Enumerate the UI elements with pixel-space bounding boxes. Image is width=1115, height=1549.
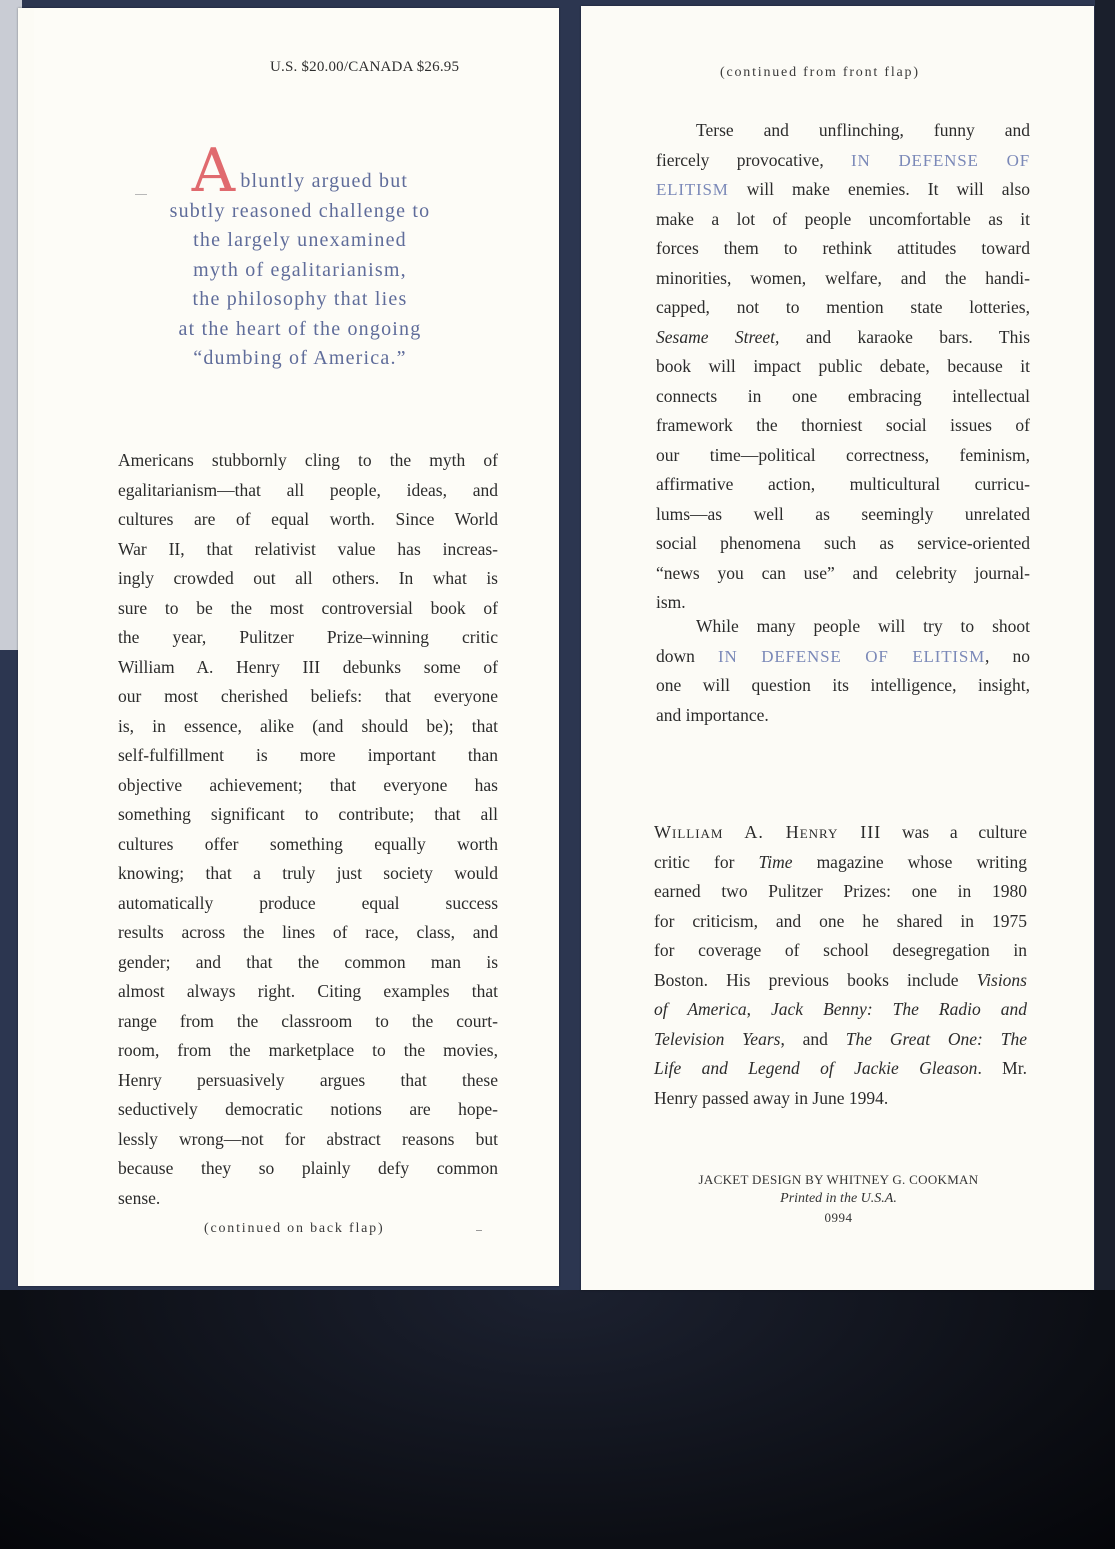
blurb-line: at the heart of the ongoing [178,317,422,340]
body-line: William A. Henry III was a culture [654,822,1027,842]
price-label: U.S. $20.00/CANADA $26.95 [270,59,460,75]
body-line: While many people will try to shoot [696,616,1030,636]
blurb-line: subtly reasoned challenge to [169,199,431,222]
body-line: fiercely provocative, IN DEFENSE OF [656,149,1030,170]
body-line: something significant to contribute; that all [118,804,498,824]
body-line: the year, Pulitzer Prize–winning critic [118,627,498,647]
body-line: framework the thorniest social issues of [656,415,1030,435]
body-line: almost always right. Citing examples that [118,981,498,1001]
body-line: sure to be the most controversial book of [118,597,498,618]
body-line: objective achievement; that everyone has [118,774,498,795]
body-line: results across the lines of race, class, and [118,922,498,942]
body-line: gender; and that the common man is [118,951,498,972]
print-code: 0994 [824,1210,853,1225]
book-title: IN DEFENSE OF ELITISM [717,646,986,666]
body-line: because they so plainly defy common [118,1158,498,1178]
body-line: ism. [656,592,686,612]
continued-on-back-flap: (continued on back flap) [204,1221,385,1236]
body-line: Life and Legend of Jackie Gleason. Mr. [654,1058,1027,1078]
body-line: automatically produce equal success [118,892,498,913]
body-line: Henry passed away in June 1994. [654,1087,889,1108]
body-line: War II, that relativist value has increas- [118,538,498,559]
blurb-line: the philosophy that lies [192,288,408,310]
back-flap [581,6,1094,1290]
body-line: lessly wrong—not for abstract reasons but [118,1128,498,1149]
front-flap-panel [34,8,559,1286]
body-line: our time—political correctness, feminism, [656,444,1030,465]
author-name: William A. Henry III [654,822,882,842]
blurb-line: myth of egalitarianism, [193,258,407,281]
body-line: our most cherished beliefs: that everyone [118,686,498,706]
front-flap [18,8,559,1286]
body-line: affirmative action, multicultural curricu- [656,474,1030,494]
body-line: Henry persuasively argues that these [118,1069,498,1090]
drop-cap: A [191,136,237,206]
body-line: William A. Henry III debunks some of [118,656,498,677]
body-line: Television Years, and The Great One: The [654,1028,1027,1049]
body-line: minorities, women, welfare, and the handi- [656,267,1030,288]
blurb-quote [120,136,480,374]
body-line: for criticism, and one he shared in 1975 [654,910,1027,931]
body-line: Boston. His previous books include Visions [654,969,1027,990]
body-line: Sesame Street, and karaoke bars. This [656,326,1030,347]
front-flap-body [118,446,498,1213]
body-line: make a lot of people uncomfortable as it [656,208,1030,229]
printed-in-label: Printed in the U.S.A. [780,1191,897,1206]
body-line: forces them to rethink attitudes toward [656,238,1030,258]
body-line: is, in essence, alike (and should be); that [118,715,498,736]
body-line: ELITISM will make enemies. It will also [656,179,1030,199]
body-line: Americans stubbornly cling to the myth of [118,450,498,470]
blurb-line: the largely unexamined [193,229,407,251]
body-line: book will impact public debate, because it [656,356,1030,376]
background-dark-area [0,1290,1115,1549]
author-bio [654,818,1027,1113]
body-line: of America, Jack Benny: The Radio and [654,999,1028,1019]
book-title: IN DEFENSE OF [850,150,1030,170]
body-line: connects in one embracing intellectual [656,385,1030,406]
body-line: one will question its intelligence, insight, [656,675,1030,695]
body-line: knowing; that a truly just society would [118,863,498,883]
body-line: capped, not to mention state lotteries, [656,297,1030,317]
background-right-edge [1095,0,1115,1300]
jacket-credits [641,1170,1036,1227]
body-line: lums—as well as seemingly unrelated [656,503,1030,524]
back-flap-paragraph-1 [656,116,1030,618]
body-line: self-fulfillment is more important than [118,745,498,765]
book-title: ELITISM [656,180,729,199]
body-line: earned two Pulitzer Prizes: one in 1980 [654,881,1027,901]
body-line: and importance. [656,704,769,725]
body-line: room, from the marketplace to the movies, [118,1040,498,1060]
body-line: sense. [118,1187,161,1208]
body-line: seductively democratic notions are hope- [118,1099,498,1119]
jacket-design-credit: JACKET DESIGN BY WHITNEY G. COOKMAN [698,1172,979,1187]
body-line: down IN DEFENSE OF ELITISM, no [656,645,1030,666]
continued-from-front-flap: (continued from front flap) [720,65,920,80]
body-line: Terse and unflinching, funny and [696,120,1030,140]
body-line: ingly crowded out all others. In what is [118,568,498,588]
back-flap-paragraph-2 [656,612,1030,730]
blurb-line: “dumbing of America.” [193,347,407,369]
body-line: cultures offer something equally worth [118,833,498,854]
body-line: critic for Time magazine whose writing [654,851,1027,872]
body-line: egalitarianism—that all people, ideas, and [118,479,498,500]
body-line: cultures are of equal worth. Since World [118,509,498,529]
body-line: for coverage of school desegregation in [654,940,1027,960]
body-line: social phenomena such as service-oriented [656,533,1030,553]
body-line: “news you can use” and celebrity journal- [656,562,1030,583]
decorative-tick [476,1230,482,1231]
body-line: range from the classroom to the court- [118,1010,498,1031]
blurb-line: Abluntly argued but [191,136,409,206]
